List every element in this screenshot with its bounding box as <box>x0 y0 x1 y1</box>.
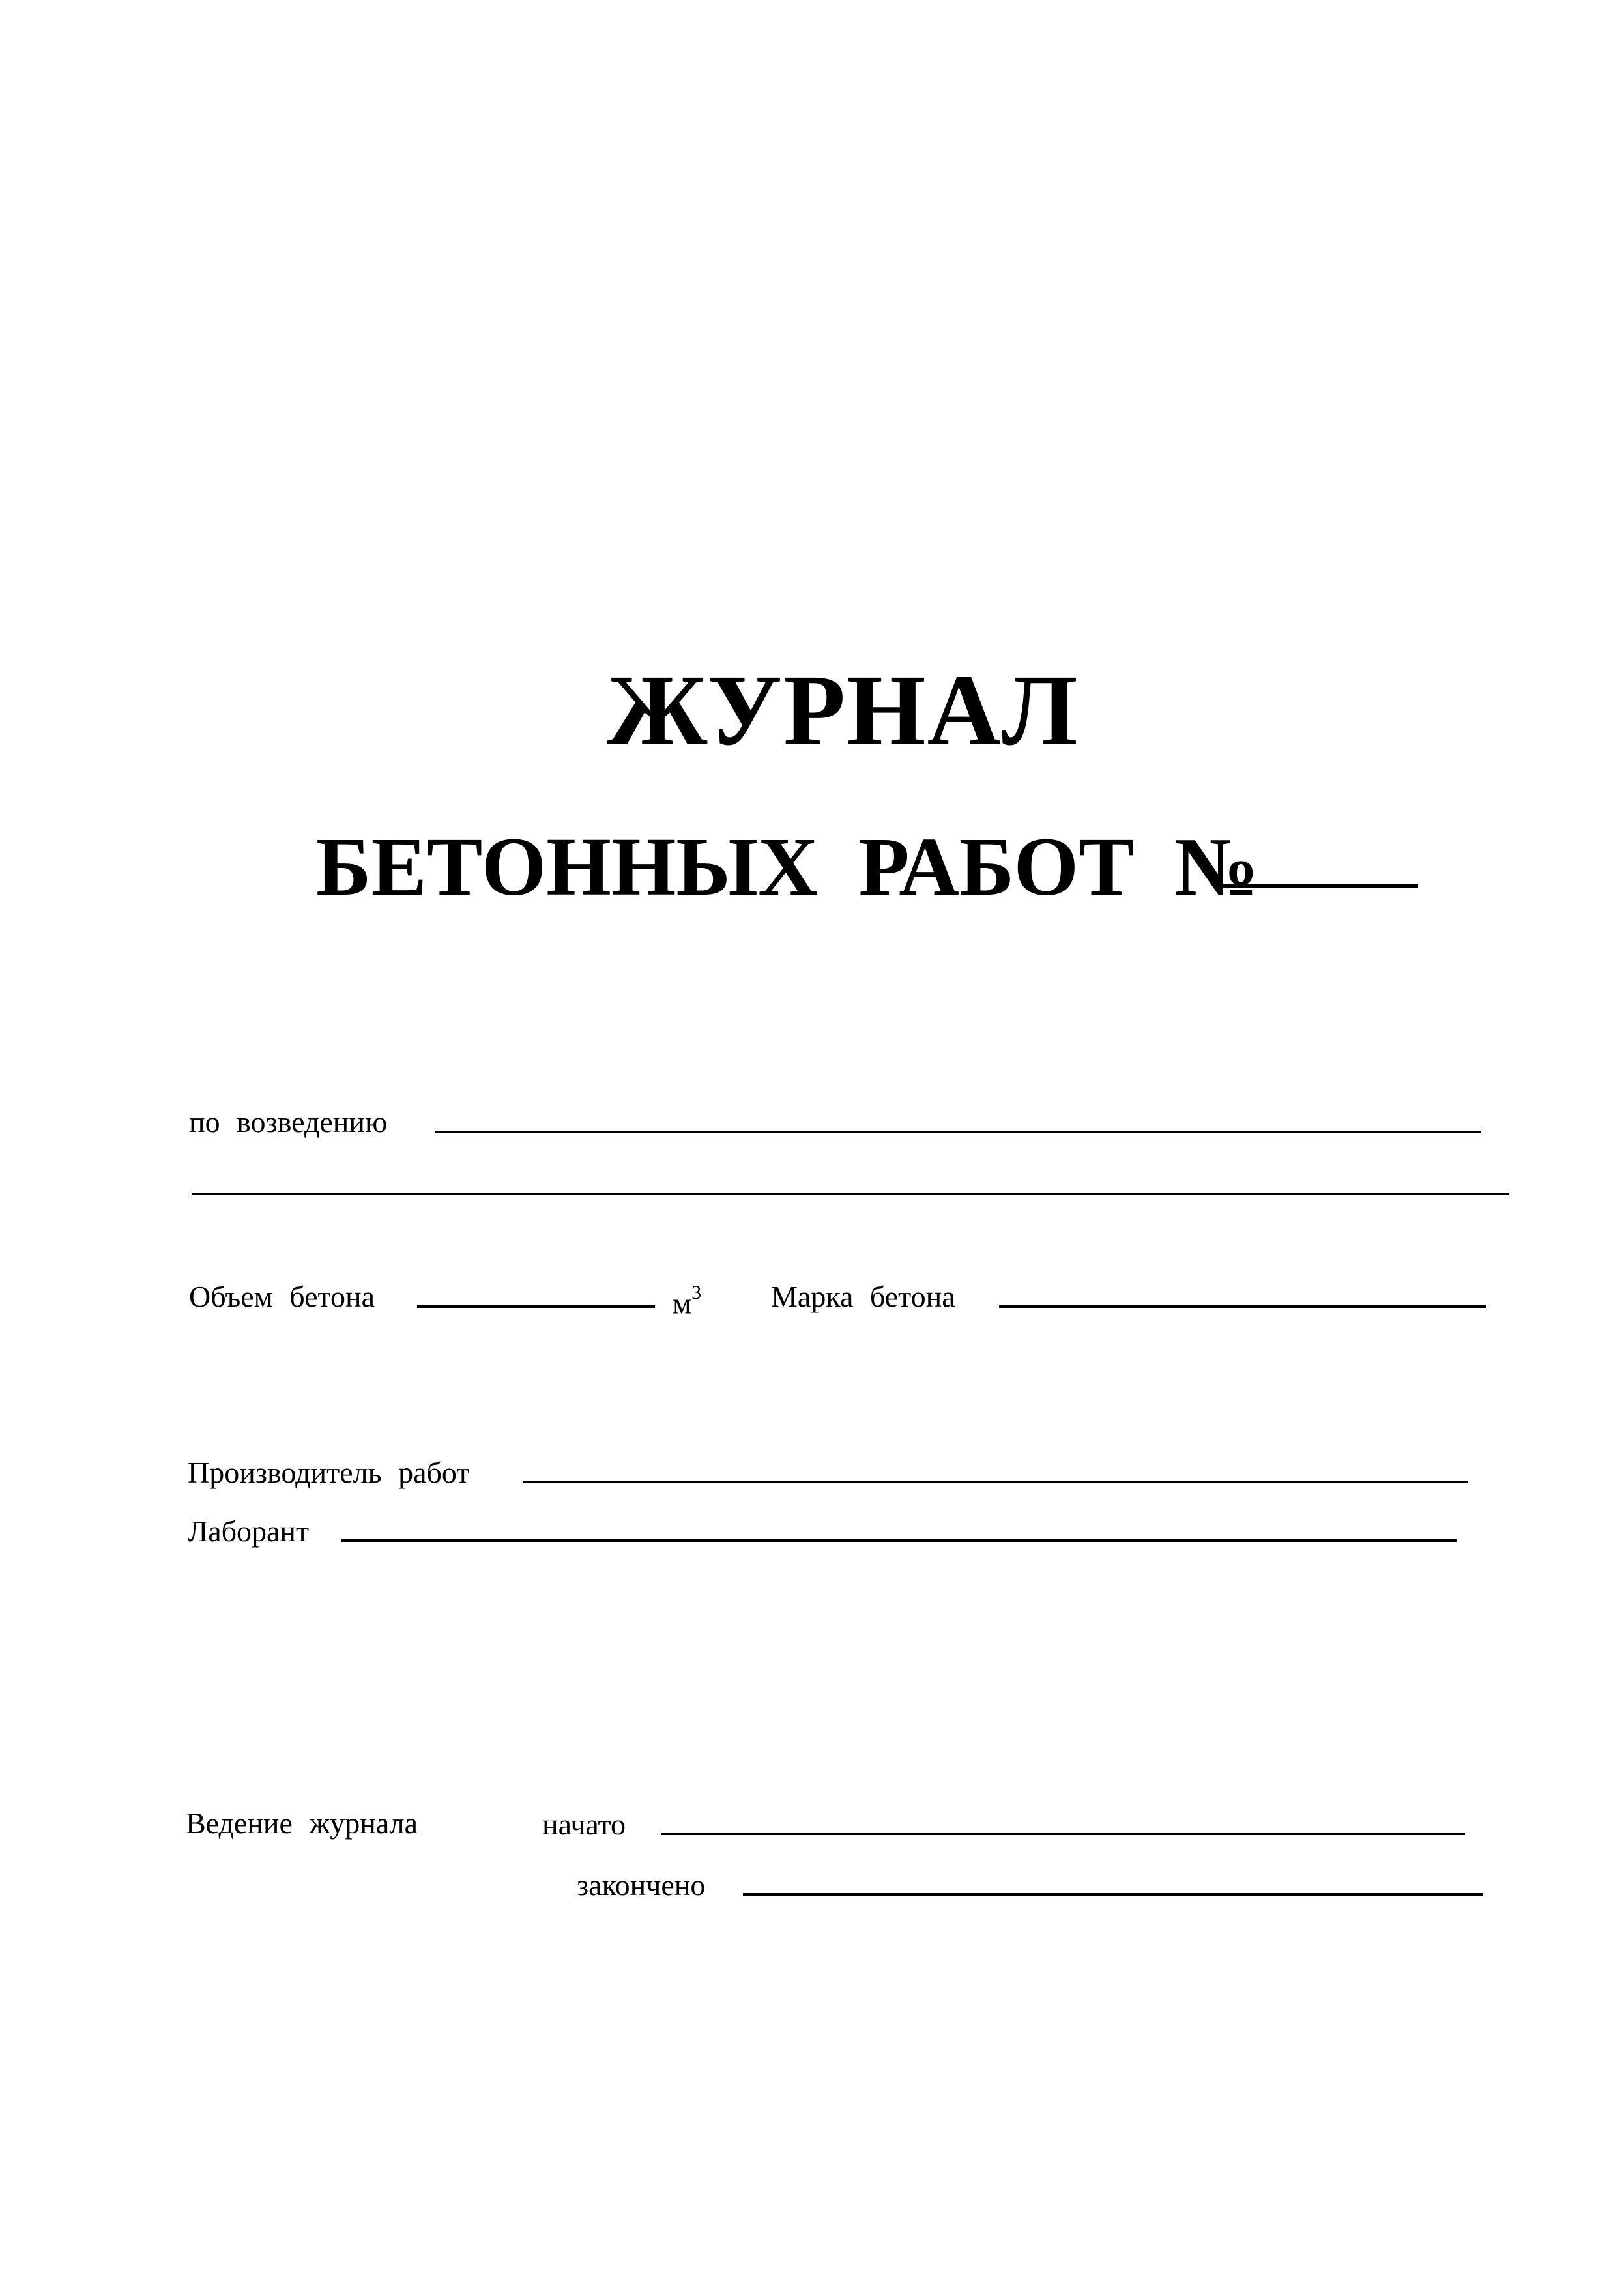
grade-field[interactable] <box>999 1305 1486 1308</box>
finished-label: закончено <box>577 1868 706 1902</box>
finished-field[interactable] <box>743 1893 1483 1896</box>
foreman-field[interactable] <box>523 1481 1468 1483</box>
volume-field[interactable] <box>417 1305 655 1308</box>
lab-label: Лаборант <box>188 1515 310 1548</box>
journal-title: ЖУРНАЛ <box>607 654 1079 766</box>
construction-field-line-2[interactable] <box>192 1193 1509 1195</box>
foreman-label: Производитель работ <box>188 1456 470 1489</box>
volume-unit-base: м <box>673 1286 692 1320</box>
started-field[interactable] <box>661 1833 1465 1835</box>
started-label: начато <box>542 1808 626 1841</box>
construction-field[interactable] <box>435 1131 1481 1133</box>
volume-unit-exponent: 3 <box>691 1282 702 1303</box>
volume-unit <box>673 1279 701 1322</box>
volume-label: Объем бетона <box>189 1280 375 1313</box>
lab-field[interactable] <box>341 1539 1457 1542</box>
journal-subtitle: БЕТОННЫХ РАБОТ № <box>316 820 1259 913</box>
journal-label: Ведение журнала <box>186 1806 418 1840</box>
journal-number-field[interactable] <box>1217 884 1418 888</box>
grade-label: Марка бетона <box>771 1280 955 1313</box>
construction-label: по возведению <box>189 1105 388 1138</box>
